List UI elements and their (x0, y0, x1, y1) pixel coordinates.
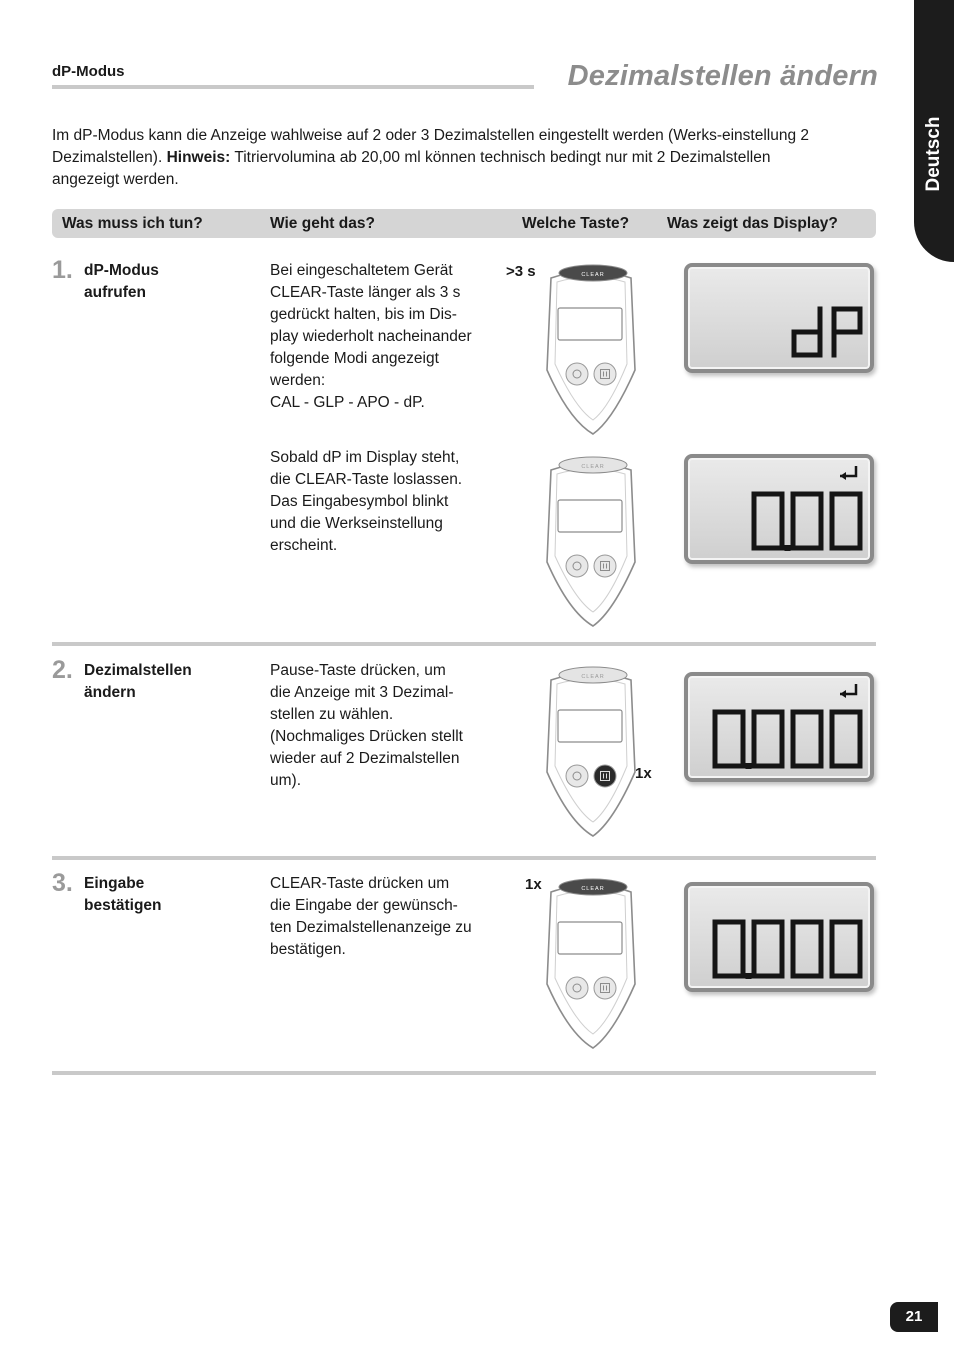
language-tab-label: Deutsch (923, 116, 944, 192)
step-number: 2. (52, 656, 73, 684)
intro-paragraph (52, 125, 832, 191)
clear-key-label: CLEAR (581, 674, 605, 680)
step-title-line: Eingabe (84, 875, 145, 892)
step-title-line: aufrufen (84, 284, 146, 301)
description-line: und die Werkseinstellung (270, 515, 443, 532)
step-number: 3. (52, 869, 73, 897)
key-press-label: >3 s (506, 263, 536, 280)
step-title (84, 873, 162, 917)
step-description (270, 260, 502, 414)
description-line: werden: (270, 372, 326, 389)
clear-key-label: CLEAR (581, 272, 605, 278)
clear-key-label: CLEAR (581, 464, 605, 470)
key-press-label: 1x (525, 876, 542, 893)
description-line: bestätigen. (270, 941, 346, 958)
titrator-device-illustration (543, 662, 639, 838)
description-line: stellen zu wählen. (270, 706, 394, 723)
lcd-display (684, 263, 874, 373)
description-line: um). (270, 772, 301, 789)
description-line: die CLEAR-Taste loslassen. (270, 471, 463, 488)
pause-key-icon (594, 765, 616, 787)
header-rule (52, 85, 534, 89)
step-divider (52, 1071, 876, 1075)
description-line: (Nochmaliges Drücken stellt (270, 728, 463, 745)
description-line: die Anzeige mit 3 Dezimal- (270, 684, 454, 701)
step-title-line: bestätigen (84, 897, 162, 914)
pause-key-icon (594, 363, 616, 385)
description-line: ten Dezimalstellenanzeige zu (270, 919, 472, 936)
description-line: Das Eingabesymbol blinkt (270, 493, 449, 510)
step-description (270, 873, 502, 961)
titrator-device-illustration (543, 874, 639, 1050)
titrator-device-illustration (543, 452, 639, 628)
step-title-line: dP-Modus (84, 262, 159, 279)
column-header-key: Welche Taste? (522, 215, 630, 232)
step-title-line: ändern (84, 684, 136, 701)
lcd-digits (688, 267, 870, 369)
start-key-icon (566, 977, 588, 999)
description-line: play wiederholt nacheinander (270, 328, 472, 345)
lcd-display (684, 454, 874, 564)
description-line: CLEAR-Taste länger als 3 s (270, 284, 461, 301)
device-svg (543, 452, 639, 628)
lcd-digits (688, 458, 870, 560)
step-number: 1. (52, 256, 73, 284)
description-line: wieder auf 2 Dezimalstellen (270, 750, 460, 767)
description-line: erscheint. (270, 537, 338, 554)
pause-key-icon (594, 977, 616, 999)
column-header-display: Was zeigt das Display? (667, 215, 838, 232)
description-line: folgende Modi angezeigt (270, 350, 439, 367)
column-header-how: Wie geht das? (270, 215, 375, 232)
description-line: gedrückt halten, bis im Dis- (270, 306, 457, 323)
intro-note-label: Hinweis: (166, 149, 231, 166)
lcd-display (684, 672, 874, 782)
device-svg (543, 662, 639, 838)
device-svg (543, 874, 639, 1050)
intro-text-1: Im dP-Modus kann die Anzeige wahlweise auf 2 oder 3 Dezimalstellen eingestellt werden (Werks-einstellung 2 Dezimalstellen). (52, 127, 810, 166)
step-divider (52, 642, 876, 646)
enter-arrow-icon (840, 472, 846, 480)
start-key-icon (566, 555, 588, 577)
intro-text-2: Titriervolumina ab 20,00 ml können technisch bedingt nur mit 2 Dezimalstellen angezeigt werden. (52, 149, 771, 188)
key-press-label: 1x (635, 765, 652, 782)
step-title (84, 660, 192, 704)
device-svg (543, 260, 639, 436)
lcd-display (684, 882, 874, 992)
step-title (84, 260, 159, 304)
pause-key-icon (594, 555, 616, 577)
step-divider (52, 856, 876, 860)
titrator-device-illustration (543, 260, 639, 436)
step-title-line: Dezimalstellen (84, 662, 192, 679)
lcd-digits (688, 886, 870, 988)
description-line: Bei eingeschaltetem Gerät (270, 262, 453, 279)
description-line: CLEAR-Taste drücken um (270, 875, 450, 892)
step-description (270, 660, 502, 792)
description-line: die Eingabe der gewünsch- (270, 897, 458, 914)
page-number: 21 (890, 1302, 938, 1332)
enter-arrow-icon (840, 690, 846, 698)
section-label: dP-Modus (52, 63, 125, 80)
description-line: CAL - GLP - APO - dP. (270, 394, 425, 411)
column-header-what: Was muss ich tun? (62, 215, 203, 232)
lcd-digits (688, 676, 870, 778)
language-tab (914, 0, 954, 262)
description-line: Sobald dP im Display steht, (270, 449, 460, 466)
start-key-icon (566, 363, 588, 385)
description-line: Pause-Taste drücken, um (270, 662, 446, 679)
page-title: Dezimalstellen ändern (567, 60, 878, 92)
start-key-icon (566, 765, 588, 787)
table-header (52, 209, 876, 238)
clear-key-label: CLEAR (581, 886, 605, 892)
step-description (270, 447, 502, 557)
